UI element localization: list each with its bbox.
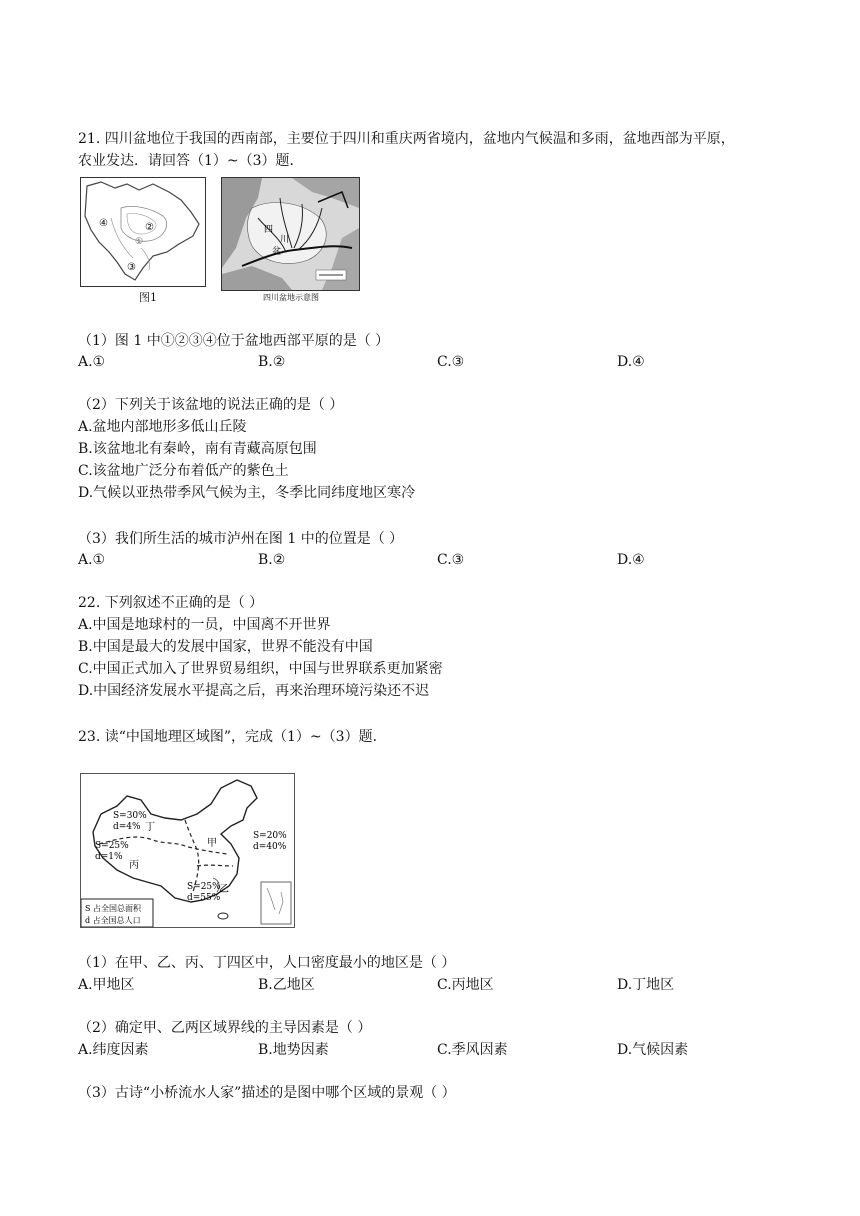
figure-1-sichuan-map	[80, 177, 206, 287]
q23-sub2-option-a[interactable]: A.纬度因素	[78, 1042, 149, 1058]
q22-option-c[interactable]: C.中国正式加入了世界贸易组织，中国与世界联系更加紧密	[78, 661, 443, 677]
q21-sub1-option-b[interactable]: B.②	[258, 354, 286, 370]
q22-option-b[interactable]: B.中国是最大的发展中国家，世界不能没有中国	[78, 639, 373, 655]
region-ding-s: S=30%	[113, 811, 147, 821]
q23-sub1-option-c[interactable]: C.丙地区	[437, 977, 494, 993]
q21-sub2-option-d[interactable]: D.气候以亚热带季风气候为主，冬季比同纬度地区寒冷	[78, 485, 416, 501]
q23-sub1-option-a[interactable]: A.甲地区	[78, 977, 135, 993]
region-bing-name: 丙	[129, 860, 139, 871]
region-yi-s: S=25%	[187, 882, 221, 892]
q23-sub2-question: （2）确定甲、乙两区域界线的主导因素是（ ）	[78, 1020, 372, 1036]
q23-sub1-option-b[interactable]: B.乙地区	[258, 977, 315, 993]
q21-sub3-option-b[interactable]: B.②	[258, 552, 286, 568]
fig1-marker-2: ②	[145, 222, 154, 233]
q21-sub2-option-b[interactable]: B.该盆地北有秦岭，南有青藏高原包围	[78, 441, 317, 457]
q21-sub2-question: （2）下列关于该盆地的说法正确的是（ ）	[78, 397, 344, 413]
region-jia-name: 甲	[207, 838, 217, 849]
figure-2-caption: 四川盆地示意图	[263, 293, 319, 302]
figure-1-caption: 图1	[139, 291, 157, 304]
q23-sub1-question: （1）在甲、乙、丙、丁四区中，人口密度最小的地区是（ ）	[78, 955, 456, 971]
fig1-marker-1: ①	[135, 237, 144, 247]
region-bing-s: S=25%	[95, 841, 129, 851]
map-legend-s: S 占全国总面积	[85, 904, 142, 913]
region-yi-d: d=55%	[187, 893, 221, 903]
fig2-label-pen: 盆	[272, 247, 282, 257]
fig2-label-si: 四	[264, 225, 274, 235]
fig1-marker-4: ④	[99, 218, 108, 229]
q23-sub2-option-c[interactable]: C.季风因素	[437, 1042, 508, 1058]
figure-2-sichuan-basin-map	[221, 177, 360, 291]
q21-sub3-question: （3）我们所生活的城市泸州在图 1 中的位置是（ ）	[78, 531, 404, 547]
region-jia-d: d=40%	[253, 842, 287, 852]
region-jia-s: S=20%	[253, 831, 287, 841]
region-bing-d: d=1%	[95, 852, 123, 862]
q23-sub1-option-d[interactable]: D.丁地区	[617, 977, 675, 993]
map-legend-d: d 占全国总人口	[85, 916, 141, 925]
q21-sub1-question: （1）图 1 中①②③④位于盆地西部平原的是（ ）	[78, 333, 390, 349]
q21-stem-line2: 农业发达．请回答（1）~（3）题．	[78, 153, 304, 169]
q23-stem: 23. 读“中国地理区域图”，完成（1）~（3）题．	[78, 729, 387, 745]
q21-sub3-option-a[interactable]: A.①	[78, 552, 106, 568]
q21-sub1-option-a[interactable]: A.①	[78, 354, 106, 370]
q23-sub3-question: （3）古诗“小桥流水人家”描述的是图中哪个区域的景观（ ）	[78, 1085, 456, 1101]
q21-sub2-option-a[interactable]: A.盆地内部地形多低山丘陵	[78, 419, 247, 435]
region-ding-d: d=4%	[113, 822, 141, 832]
q21-sub3-option-d[interactable]: D.④	[617, 552, 645, 568]
q22-option-a[interactable]: A.中国是地球村的一员，中国离不开世界	[78, 617, 331, 633]
q21-stem-line1: 21. 四川盆地位于我国的西南部，主要位于四川和重庆两省境内，盆地内气候温和多雨，盆地西部为平原，	[78, 131, 735, 147]
q21-sub1-option-d[interactable]: D.④	[617, 354, 645, 370]
q21-sub3-option-c[interactable]: C.③	[437, 552, 465, 568]
q22-question: 22. 下列叙述不正确的是（ ）	[78, 595, 264, 611]
fig2-label-chuan: 川	[280, 235, 290, 245]
fig1-marker-3: ③	[127, 262, 136, 273]
q21-sub2-option-c[interactable]: C.该盆地广泛分布着低产的紫色土	[78, 463, 289, 479]
q23-sub2-option-b[interactable]: B.地势因素	[258, 1042, 329, 1058]
region-ding-name: 丁	[145, 822, 155, 833]
q23-sub2-option-d[interactable]: D.气候因素	[617, 1042, 689, 1058]
q22-option-d[interactable]: D.中国经济发展水平提高之后，再来治理环境污染还不迟	[78, 683, 430, 699]
region-yi-name: 乙	[219, 884, 229, 895]
q21-sub1-option-c[interactable]: C.③	[437, 354, 465, 370]
figure-china-region-map	[80, 773, 295, 928]
